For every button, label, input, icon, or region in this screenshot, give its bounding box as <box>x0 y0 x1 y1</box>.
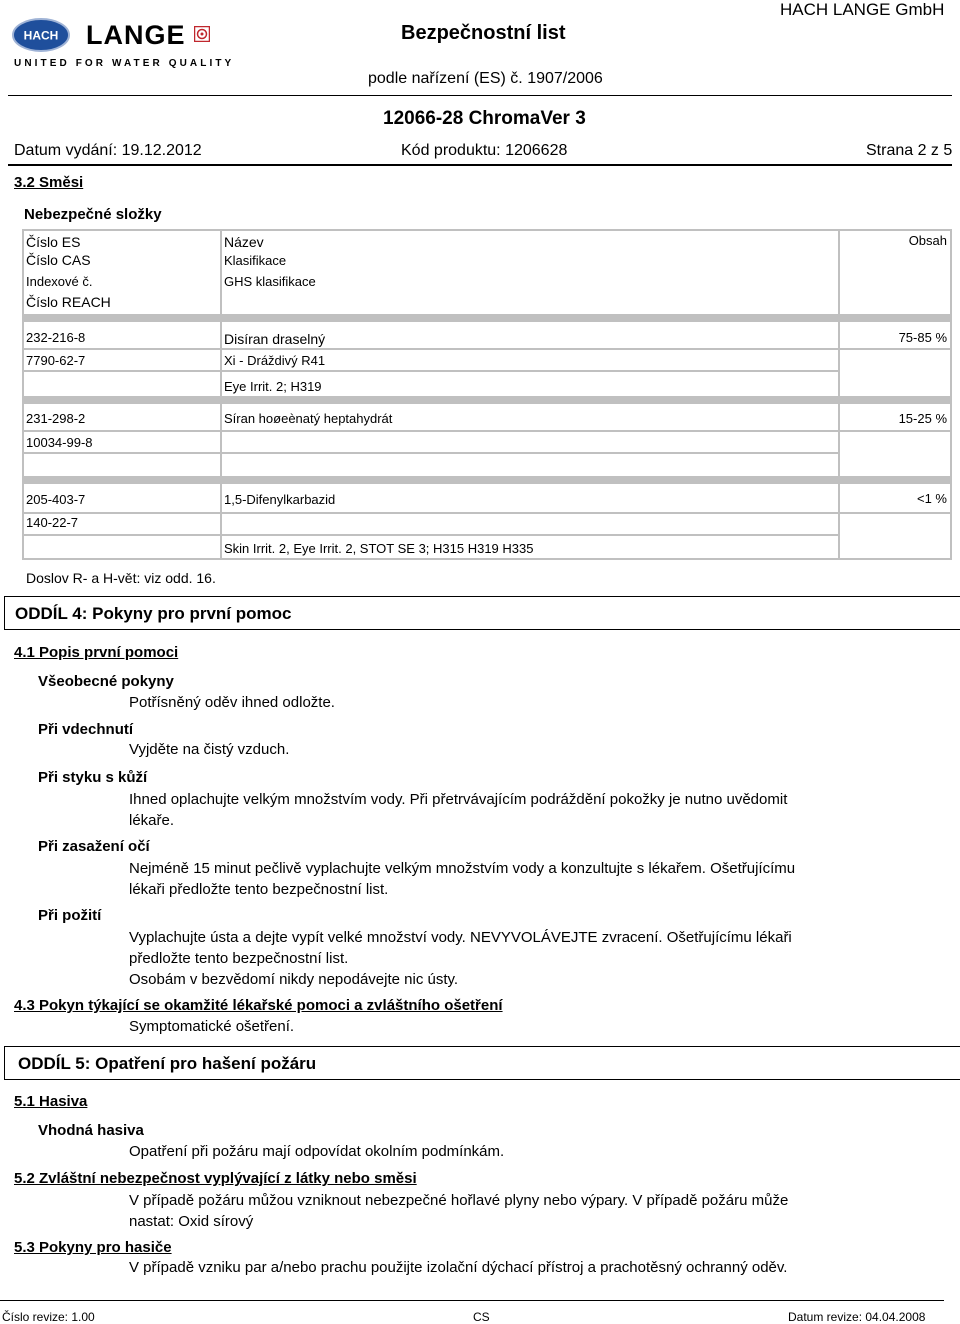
registered-mark-icon <box>194 26 210 42</box>
row2-cas: 10034-99-8 <box>26 435 93 450</box>
language-code: CS <box>473 1310 490 1324</box>
row3-es-cell <box>24 484 220 512</box>
ingestion-text-1: Vyplachujte ústa a dejte vypít velké množství vody. NEVYVOLÁVEJTE zvracení. Ošetřujícímu lékaři <box>129 929 792 946</box>
subsection-4-1-heading: 4.1 Popis první pomoci <box>14 644 179 661</box>
tagline: UNITED FOR WATER QUALITY <box>14 58 235 69</box>
ingestion-text-3: Osobám v bezvědomí nikdy nepodávejte nic ústy. <box>129 971 459 988</box>
eye-contact-text-1: Nejméně 15 minut pečlivě vyplachujte velkým množstvím vody a konzultujte s lékařem. Ošetřujícímu <box>129 860 796 877</box>
header-es: Číslo ES <box>26 234 81 250</box>
subsection-5-2-heading: 5.2 Zvláštní nebezpečnost vyplývající z látky nebo směsi <box>14 1170 417 1187</box>
inhalation-label: Při vdechnutí <box>38 721 134 738</box>
row1-name-cell <box>222 322 838 348</box>
row1-empty-cell <box>24 372 220 396</box>
header-content: Obsah <box>908 233 947 248</box>
row3-class-cell <box>222 514 838 534</box>
row2-content-empty <box>840 432 950 476</box>
ingestion-label: Při požití <box>38 907 102 924</box>
subsection-5-2-text-1: V případě požáru můžou vzniknout nebezpečné hořlavé plyny nebo výpary. V případě požáru může <box>129 1192 789 1209</box>
subsection-4-3-text: Symptomatické ošetření. <box>129 1018 295 1035</box>
section4-title: ODDÍL 4: Pokyny pro první pomoc <box>15 604 292 623</box>
row3-content-cell <box>840 484 950 512</box>
suitable-media-label: Vhodná hasiva <box>38 1122 144 1139</box>
row1-ghs-cell <box>222 372 838 396</box>
row1-ghs: Eye Irrit. 2; H319 <box>224 379 322 394</box>
row3-empty-cell <box>24 536 220 558</box>
row1-cas: 7790-62-7 <box>26 353 86 368</box>
section5-title: ODDÍL 5: Opatření pro hašení požáru <box>18 1054 317 1073</box>
row3-content: <1 % <box>917 491 947 506</box>
r-h-phrases-note: Doslov R- a H-vět: viz odd. 16. <box>26 570 216 586</box>
skin-contact-text-2: lékaře. <box>129 812 175 829</box>
header-cell-ids <box>24 231 220 314</box>
row2-name: Síran hoøeènatý heptahydrát <box>224 411 393 426</box>
hach-logo-icon <box>12 18 70 52</box>
subsection-5-3-heading: 5.3 Pokyny pro hasiče <box>14 1239 172 1256</box>
header-cas: Číslo CAS <box>26 252 91 268</box>
issue-date: Datum vydání: 19.12.2012 <box>14 142 202 159</box>
row2-name-cell <box>222 404 838 430</box>
header-reach: Číslo REACH <box>26 294 111 310</box>
row1-content-cell <box>840 322 950 348</box>
product-name: 12066-28 ChromaVer 3 <box>383 108 586 129</box>
row3-name: 1,5-Difenylkarbazid <box>224 492 336 507</box>
regulation-line: podle nařízení (ES) č. 1907/2006 <box>368 70 603 87</box>
revision-number: Číslo revize: 1.00 <box>2 1310 95 1324</box>
row1-cas-cell <box>24 350 220 370</box>
row1-class: Xi - Dráždivý R41 <box>224 353 326 368</box>
row2-ghs-cell <box>222 454 838 476</box>
product-code: Kód produktu: 1206628 <box>401 142 568 159</box>
subsection-5-3-text: V případě vzniku par a/nebo prachu použijte izolační dýchací přístroj a prachotěsný ochranný oděv. <box>129 1259 788 1276</box>
row3-ghs-cell <box>222 536 838 558</box>
hazardous-components-heading: Nebezpečné složky <box>24 206 162 223</box>
row2-class-cell <box>222 432 838 452</box>
row2-content-cell <box>840 404 950 430</box>
revision-date: Datum revize: 04.04.2008 <box>788 1310 926 1324</box>
subsection-5-2-text-2: nastat: Oxid sírový <box>129 1213 254 1230</box>
general-advice-label: Všeobecné pokyny <box>38 673 174 690</box>
header-bottom-rule <box>8 164 952 166</box>
row3-name-cell <box>222 484 838 512</box>
header-classification: Klasifikace <box>224 253 287 268</box>
subsection-3-2-heading: 3.2 Směsi <box>14 174 84 191</box>
row1-content: 75-85 % <box>898 330 947 345</box>
ingestion-text-2: předložte tento bezpečnostní list. <box>129 950 349 967</box>
hach-logo-text: HACH <box>23 28 59 43</box>
row1-es-cell <box>24 322 220 348</box>
row2-content: 15-25 % <box>898 411 947 426</box>
row1-name: Disíran draselný <box>224 331 326 347</box>
header-cell-content <box>840 231 950 314</box>
header-ghs: GHS klasifikace <box>224 274 316 289</box>
page-number: Strana 2 z 5 <box>866 142 953 159</box>
suitable-media-text: Opatření při požáru mají odpovídat okolním podmínkám. <box>129 1143 505 1160</box>
row3-ghs: Skin Irrit. 2, Eye Irrit. 2, STOT SE 3; H315 H319 H335 <box>224 541 534 556</box>
subsection-5-1-heading: 5.1 Hasiva <box>14 1093 88 1110</box>
header-index: Indexové č. <box>26 274 93 289</box>
row2-empty-cell <box>24 454 220 476</box>
company-name: HACH LANGE GmbH <box>780 0 945 19</box>
row1-class-cell <box>222 350 838 370</box>
row3-cas: 140-22-7 <box>26 515 79 530</box>
header-divider <box>8 95 952 96</box>
row2-es: 231-298-2 <box>26 411 86 426</box>
header-name: Název <box>224 234 264 250</box>
row2-cas-cell <box>24 432 220 452</box>
row3-es: 205-403-7 <box>26 492 86 507</box>
row2-es-cell <box>24 404 220 430</box>
eye-contact-label: Při zasažení očí <box>38 838 150 855</box>
general-advice-text: Potřísněný oděv ihned odložte. <box>129 694 335 711</box>
row3-cas-cell <box>24 514 220 534</box>
lange-logo-text: LANGE <box>86 20 186 50</box>
skin-contact-label: Při styku s kůží <box>38 769 148 786</box>
footer-divider <box>0 1300 944 1301</box>
row1-es: 232-216-8 <box>26 330 86 345</box>
eye-contact-text-2: lékaři předložte tento bezpečnostní list. <box>129 881 389 898</box>
row1-content-empty <box>840 350 950 396</box>
inhalation-text: Vyjděte na čistý vzduch. <box>129 741 290 758</box>
skin-contact-text-1: Ihned oplachujte velkým množstvím vody. Při přetrvávajícím podráždění pokožky je nutno uvědomit <box>129 791 788 808</box>
header-cell-name <box>222 231 838 314</box>
row3-content-empty <box>840 514 950 558</box>
subsection-4-3-heading: 4.3 Pokyn týkající se okamžité lékařské pomoci a zvláštního ošetření <box>14 997 503 1014</box>
document-title: Bezpečnostní list <box>401 22 566 44</box>
